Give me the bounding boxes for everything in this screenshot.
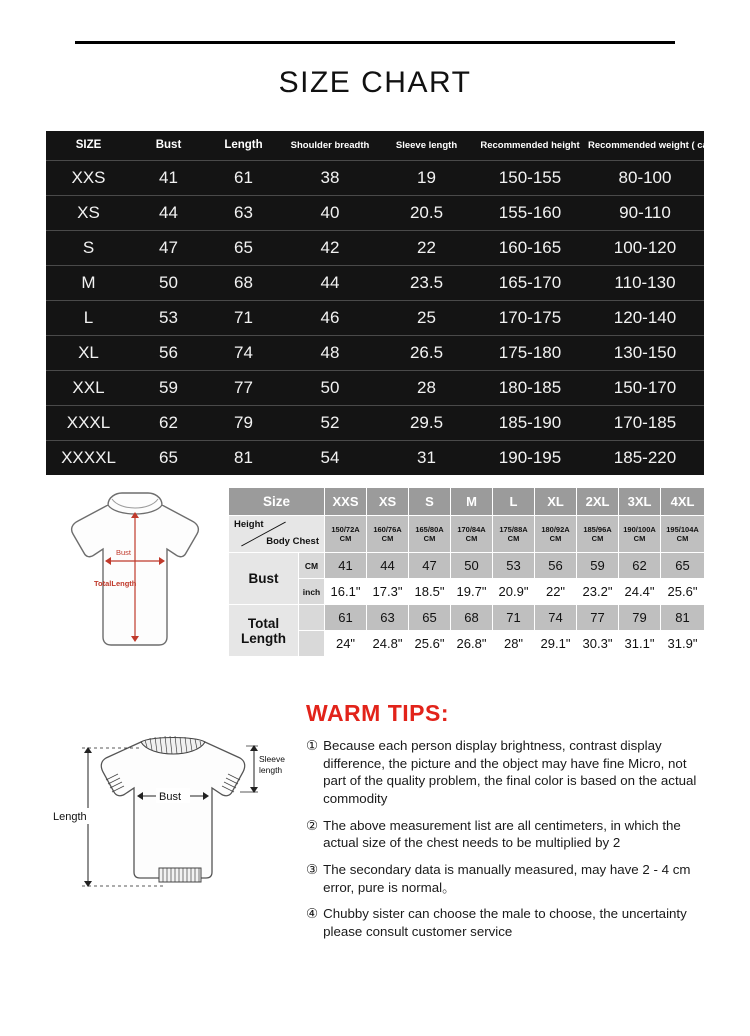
- bust-inch-value: 25.6": [661, 579, 705, 605]
- total-length-label-line2: Length: [241, 630, 286, 646]
- cell-length: 74: [206, 336, 281, 371]
- cell-shoulder: 38: [281, 161, 379, 196]
- height-value: 190/100A CM: [619, 516, 661, 553]
- cell-weight: 150-170: [586, 371, 704, 406]
- cell-shoulder: 46: [281, 301, 379, 336]
- cell-size: XXL: [46, 371, 131, 406]
- table-row: [46, 196, 704, 231]
- cell-height: 185-190: [474, 406, 586, 441]
- cell-bust: 47: [131, 231, 206, 266]
- length-unit-cm-blank: [299, 605, 325, 631]
- cell-sleeve: 31: [417, 448, 436, 467]
- tshirt-svg-1: [46, 487, 224, 677]
- cell-weight: 90-110: [586, 196, 704, 231]
- table-header-row: [46, 131, 704, 161]
- bust-inch-value: 22": [535, 579, 577, 605]
- col-recommended-height: Recommended height: [474, 131, 586, 161]
- height-label-text: Height: [234, 519, 264, 530]
- cell-bust: 65: [159, 448, 178, 467]
- cell-sleeve: 23.5: [379, 266, 474, 301]
- cell-bust: 56: [131, 336, 206, 371]
- cell-bust: 59: [131, 371, 206, 406]
- height-body-chest-label: [229, 516, 325, 553]
- height-value: 160/76A CM: [367, 516, 409, 553]
- top-divider: [75, 41, 675, 44]
- cell-size: L: [46, 301, 131, 336]
- cell-size: XXXL: [46, 406, 131, 441]
- tip-number: ④: [306, 906, 319, 922]
- height-value: 195/104A CM: [661, 516, 705, 553]
- measurement-table: [228, 487, 705, 657]
- measure-size-l: L: [493, 488, 535, 516]
- bust-inch-value: 24.4": [619, 579, 661, 605]
- cell-sleeve: 29.5: [379, 406, 474, 441]
- body-chest-label-text: Body Chest: [266, 536, 320, 548]
- bust-inch-value: 23.2": [577, 579, 619, 605]
- tshirt-diagram-flat: [46, 487, 224, 677]
- total-length-row-label: [229, 605, 299, 657]
- table-row: [46, 441, 704, 476]
- cell-height: 160-165: [474, 231, 586, 266]
- warm-tip-item: [306, 817, 706, 852]
- cell-length: 65: [206, 231, 281, 266]
- table-row: [46, 406, 704, 441]
- measure-size-label: Size: [229, 488, 325, 516]
- bust-cm-value: 65: [661, 553, 705, 579]
- measure-header-row: [229, 488, 705, 516]
- bust-cm-value: 53: [493, 553, 535, 579]
- cell-length: 77: [206, 371, 281, 406]
- measurement-table-container: [228, 487, 704, 657]
- total-length-label-line1: Total: [247, 615, 280, 631]
- measure-length-inch-row: [229, 631, 705, 657]
- cell-bust: 44: [131, 196, 206, 231]
- bust-cm-value: 59: [577, 553, 619, 579]
- height-value: 165/80A CM: [409, 516, 451, 553]
- cell-sleeve: 22: [379, 231, 474, 266]
- bust-cm-value: 47: [409, 553, 451, 579]
- cell-sleeve: 19: [379, 161, 474, 196]
- measure-size-4xl: 4XL: [661, 488, 705, 516]
- cell-size: M: [46, 266, 131, 301]
- measure-length-cm-row: [229, 605, 705, 631]
- cell-height: 170-175: [474, 301, 586, 336]
- length-inch-value: 26.8": [451, 631, 493, 657]
- length-cm-value: 68: [451, 605, 493, 631]
- table-row: [46, 231, 704, 266]
- cell-height: 155-160: [474, 196, 586, 231]
- table-row: [46, 301, 704, 336]
- bust-unit-inch: inch: [299, 579, 325, 605]
- length-unit-inch-blank: [299, 631, 325, 657]
- measure-size-m: M: [451, 488, 493, 516]
- measure-size-s: S: [409, 488, 451, 516]
- length-cm-value: 74: [535, 605, 577, 631]
- table-row: [46, 336, 704, 371]
- col-sleeve-length: Sleeve length: [379, 131, 474, 161]
- cell-shoulder: 52: [281, 406, 379, 441]
- length-cm-value: 71: [493, 605, 535, 631]
- cell-weight: 130-150: [586, 336, 704, 371]
- tip-text: The above measurement list are all centimeters, in which the actual size of the chest needs to be multiplied by 2: [323, 817, 681, 851]
- bust-inch-value: 17.3": [367, 579, 409, 605]
- cell-size: XL: [46, 336, 131, 371]
- bust-inch-value: 18.5": [409, 579, 451, 605]
- length-cm-value: 79: [619, 605, 661, 631]
- cell-height: 175-180: [474, 336, 586, 371]
- tip-text: Because each person display brightness, contrast display difference, the picture and the object may have fine Micro, not part of the quality problem, the final color is based on the actual commodity: [323, 738, 697, 807]
- warm-tip-item: [306, 737, 706, 808]
- cell-bust: 50: [131, 266, 206, 301]
- cell-bust: 62: [131, 406, 206, 441]
- measure-size-xxs: XXS: [325, 488, 367, 516]
- cell-weight: 185-220: [613, 448, 677, 467]
- cell-weight: 100-120: [586, 231, 704, 266]
- bust-cm-value: 62: [619, 553, 661, 579]
- height-value: 170/84A CM: [451, 516, 493, 553]
- page-title: SIZE CHART: [278, 66, 472, 99]
- cell-length: 79: [206, 406, 281, 441]
- cell-sleeve: 26.5: [379, 336, 474, 371]
- size-chart-table: [46, 131, 726, 475]
- length-inch-value: 24": [325, 631, 367, 657]
- length-inch-value: 25.6": [409, 631, 451, 657]
- col-shoulder-breadth: Shoulder breadth: [281, 131, 379, 161]
- table-row: [46, 266, 704, 301]
- bust-unit-cm: CM: [299, 553, 325, 579]
- cell-size: XXS: [46, 161, 131, 196]
- cell-shoulder: 50: [281, 371, 379, 406]
- measure-bust-cm-row: [229, 553, 705, 579]
- tip-number: ③: [306, 862, 319, 878]
- cell-length: 81: [234, 448, 253, 467]
- tip-number: ①: [306, 738, 319, 753]
- cell-length: 71: [206, 301, 281, 336]
- bust-label-1: Bust: [116, 548, 132, 557]
- length-label-2: Length: [53, 811, 87, 823]
- size-chart-table-container: [46, 131, 726, 475]
- col-recommended-weight: Recommended weight ( catty ): [586, 131, 704, 161]
- table-row: [46, 161, 704, 196]
- cell-height: 165-170: [474, 266, 586, 301]
- cell-shoulder: 44: [281, 266, 379, 301]
- measure-size-2xl: 2XL: [577, 488, 619, 516]
- height-value: 180/92A CM: [535, 516, 577, 553]
- length-inch-value: 24.8": [367, 631, 409, 657]
- bust-inch-value: 20.9": [493, 579, 535, 605]
- warm-tips-section: [306, 700, 706, 950]
- length-cm-value: 81: [661, 605, 705, 631]
- total-length-label-1: TotalLength: [94, 579, 137, 588]
- cell-size: XS: [46, 196, 131, 231]
- cell-sleeve: 28: [379, 371, 474, 406]
- length-cm-value: 63: [367, 605, 409, 631]
- cell-weight: 120-140: [586, 301, 704, 336]
- warm-tip-item: [306, 861, 706, 896]
- measure-size-3xl: 3XL: [619, 488, 661, 516]
- cell-bust: 41: [131, 161, 206, 196]
- length-inch-value: 31.9": [661, 631, 705, 657]
- table-row: [46, 371, 704, 406]
- length-inch-value: 28": [493, 631, 535, 657]
- tip-text: The secondary data is manually measured, may have 2 - 4 cm error, pure is normal。: [323, 862, 691, 895]
- cell-weight: 170-185: [586, 406, 704, 441]
- col-length: Length: [206, 131, 281, 161]
- bust-cm-value: 44: [367, 553, 409, 579]
- cell-length: 61: [206, 161, 281, 196]
- bust-inch-value: 16.1": [325, 579, 367, 605]
- sleeve-length-label-line2: length: [259, 765, 283, 775]
- cell-shoulder: 54: [320, 448, 340, 467]
- height-value: 185/96A CM: [577, 516, 619, 553]
- bust-row-label: Bust: [229, 553, 299, 605]
- cell-sleeve: 20.5: [379, 196, 474, 231]
- cell-weight: 110-130: [586, 266, 704, 301]
- cell-size: XXXXL: [61, 448, 116, 467]
- cell-size: S: [46, 231, 131, 266]
- bust-cm-value: 56: [535, 553, 577, 579]
- cell-height: 150-155: [474, 161, 586, 196]
- cell-shoulder: 42: [281, 231, 379, 266]
- height-value: 175/88A CM: [493, 516, 535, 553]
- cell-height: 180-185: [474, 371, 586, 406]
- measure-bust-inch-row: [229, 579, 705, 605]
- tip-number: ②: [306, 817, 319, 833]
- cell-length: 68: [206, 266, 281, 301]
- warm-tip-item: [306, 905, 706, 940]
- cell-length: 63: [206, 196, 281, 231]
- bust-cm-value: 41: [325, 553, 367, 579]
- warm-tips-title: WARM TIPS:: [306, 700, 449, 726]
- tshirt-svg-2: [46, 700, 296, 920]
- cell-height: 190-195: [498, 448, 562, 467]
- cell-sleeve: 25: [379, 301, 474, 336]
- col-size: SIZE: [46, 131, 131, 161]
- tip-text: Chubby sister can choose the male to choose, the uncertainty please consult customer service: [323, 906, 687, 940]
- cell-bust: 53: [131, 301, 206, 336]
- length-cm-value: 61: [325, 605, 367, 631]
- col-bust: Bust: [131, 131, 206, 161]
- cell-weight: 80-100: [586, 161, 704, 196]
- measure-size-xl: XL: [535, 488, 577, 516]
- bust-cm-value: 50: [451, 553, 493, 579]
- tshirt-diagram-measured: [46, 700, 296, 920]
- cell-shoulder: 48: [281, 336, 379, 371]
- length-inch-value: 31.1": [619, 631, 661, 657]
- bust-inch-value: 19.7": [451, 579, 493, 605]
- length-inch-value: 30.3": [577, 631, 619, 657]
- length-inch-value: 29.1": [535, 631, 577, 657]
- cell-shoulder: 40: [281, 196, 379, 231]
- height-value: 150/72A CM: [325, 516, 367, 553]
- sleeve-length-label-line1: Sleeve: [259, 754, 285, 764]
- bust-label-2: Bust: [159, 791, 182, 803]
- measure-height-row: [229, 516, 705, 553]
- length-cm-value: 77: [577, 605, 619, 631]
- length-cm-value: 65: [409, 605, 451, 631]
- measure-size-xs: XS: [367, 488, 409, 516]
